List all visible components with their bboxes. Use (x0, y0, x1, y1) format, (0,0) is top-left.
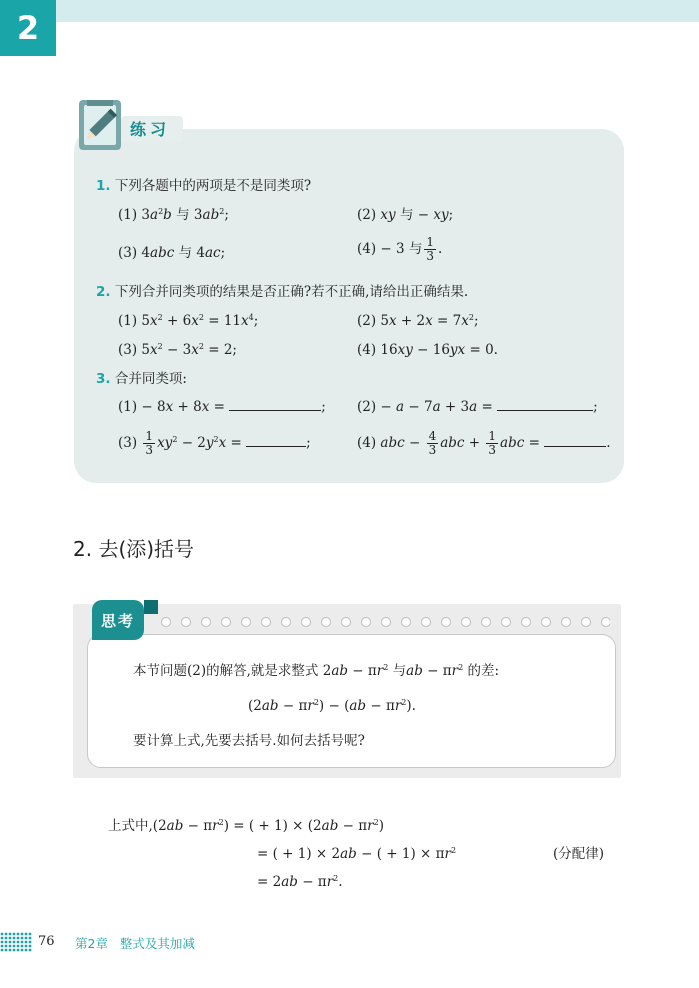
page-dots-decoration (0, 928, 36, 956)
question-2-text: 下列合并同类项的结果是否正确?若不正确,请给出正确结果. (114, 284, 469, 300)
think-line-1-prefix: 本节问题(2)的解答,就是求整式 (133, 663, 319, 679)
footer-chapter (75, 934, 195, 952)
q1-item-1: (1) $3a^2b$ 与 $3ab^2$; (118, 207, 229, 223)
q2-item-2: (2) $5x + 2x = 7x^2$; (357, 313, 479, 329)
derivation-line-3: = $2ab - \pi r^2$. (257, 874, 343, 890)
answer-blank[interactable] (544, 433, 606, 447)
and-word: 与 (408, 241, 423, 257)
and-word: 与 (176, 207, 190, 223)
derivation-prefix: 上式中, (108, 818, 153, 834)
question-2-number: 2. (96, 284, 111, 300)
page-number: 76 (38, 934, 55, 949)
question-3-text: 合并同类项: (114, 371, 187, 387)
answer-blank[interactable] (229, 397, 321, 411)
and-word: 与 (399, 207, 414, 223)
item-label: (1) (118, 207, 138, 223)
q2-item-1: (1) $5x^2 + 6x^2 = 11x^4$; (118, 313, 259, 329)
question-3 (96, 370, 187, 388)
q1-item-3: (3) 4abc 与 4ac; (118, 245, 226, 261)
distributive-law-note: (分配律) (553, 846, 605, 862)
footer-chapter-label: 第2章 (75, 936, 108, 951)
q3-item-3: (3) $\frac{1}{3}$ $xy^2 - 2y^2x$ = ; (118, 429, 311, 457)
derivation-line-1: 上式中$,(2ab - \pi r^2)$ = ( + $1) \times (2ab - \pi r^2)$ (108, 818, 384, 834)
notebook-rings-decoration (160, 616, 610, 628)
exercise-title: 练习 (130, 120, 171, 139)
think-expression: $(2ab - \pi r^2) - (ab - \pi r^2)$. (248, 698, 416, 714)
think-line-1-mid: 与 (392, 663, 407, 679)
item-label: (4) (357, 241, 377, 257)
section-heading: 2. 去(添)括号 (73, 537, 195, 561)
q3-item-1: (1) − 8x + 8x = ; (118, 399, 326, 415)
think-line-1: 本节问题(2)的解答,就是求整式 $2ab - \pi r^2$ 与ab − $\pi r^2$ 的差: (133, 663, 500, 679)
question-2 (96, 283, 468, 301)
q3-item-2: (2) − a − 7a + 3a = ; (357, 399, 598, 415)
q1-item-4: (4) − 3 与 $\frac{1}{3}$ . (357, 235, 443, 263)
question-1-text: 下列各题中的两项是不是同类项? (114, 178, 312, 194)
pencil-notebook-icon (77, 98, 123, 152)
think-line-1-suffix: 的差: (467, 663, 500, 679)
and-word: 与 (178, 245, 193, 261)
think-badge: 思考 (92, 600, 144, 640)
top-color-band (0, 0, 699, 22)
question-1 (96, 177, 311, 195)
chapter-number-tab: 2 (0, 0, 56, 56)
q1-item-2: (2) xy 与 − xy; (357, 207, 454, 223)
q2-item-4: (4) 16xy − 16yx = 0. (357, 342, 498, 358)
answer-blank[interactable] (497, 397, 593, 411)
q3-item-4: (4) abc − $\frac{4}{3}$ abc + $\frac{1}{3}$ abc = . (357, 429, 611, 457)
footer-chapter-title: 整式及其加减 (119, 936, 195, 951)
q2-item-3: (3) $5x^2 - 3x^2 = 2$; (118, 342, 237, 358)
question-3-number: 3. (96, 371, 111, 387)
derivation-line-2: = ( + 1) × 2ab − ( + $1) \times \pi r^2$ (257, 846, 457, 862)
answer-blank[interactable] (246, 433, 306, 447)
question-1-number: 1. (96, 178, 111, 194)
think-badge-fold (144, 600, 158, 614)
item-label: (3) (118, 245, 138, 261)
item-label: (2) (357, 207, 377, 223)
think-line-3: 要计算上式,先要去括号.如何去括号呢? (133, 733, 365, 749)
